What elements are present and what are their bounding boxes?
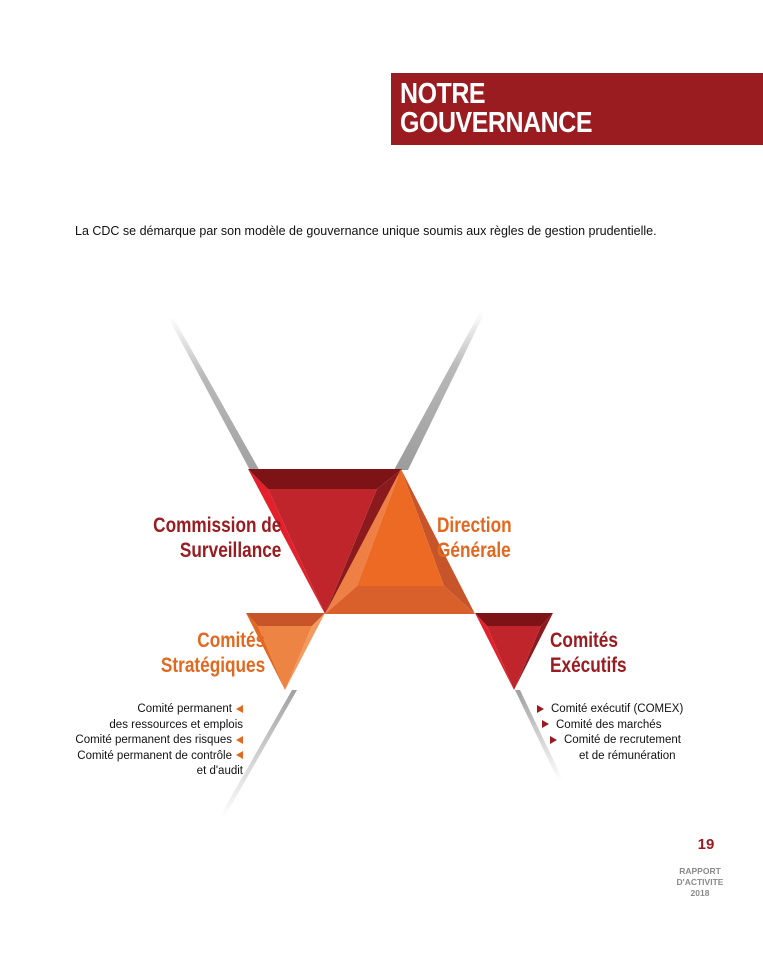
commission-label-line1: Commission de bbox=[152, 514, 281, 537]
comites-strategiques-label bbox=[161, 628, 265, 678]
direction-generale-label bbox=[437, 513, 512, 563]
list-item bbox=[75, 749, 243, 765]
gray-line-upper-right bbox=[394, 312, 485, 470]
report-label-line3: 2018 bbox=[690, 888, 710, 898]
executifs-label-line2: Exécutifs bbox=[550, 654, 627, 677]
list-item bbox=[533, 718, 683, 734]
report-label-line1: RAPPORT bbox=[679, 866, 721, 876]
list-item-text: Comité des marchés bbox=[556, 718, 662, 731]
gray-line-upper-left bbox=[168, 317, 270, 489]
direction-label-line1: Direction bbox=[437, 514, 512, 537]
list-item bbox=[533, 749, 683, 765]
list-item bbox=[75, 733, 243, 749]
strategiques-label-line1: Comités bbox=[197, 629, 265, 652]
report-label bbox=[670, 866, 730, 899]
triangle-left-icon bbox=[236, 751, 243, 759]
list-item bbox=[533, 702, 683, 718]
triangle-left-icon bbox=[236, 705, 243, 713]
strategiques-label-line2: Stratégiques bbox=[160, 654, 265, 677]
commission-surveillance-label bbox=[153, 513, 281, 563]
list-item bbox=[75, 718, 243, 734]
report-label-line2: D'ACTIVITE bbox=[676, 877, 724, 887]
page-number: 19 bbox=[697, 836, 715, 853]
triangle-left-icon bbox=[236, 736, 243, 744]
list-item-text: Comité permanent des risques bbox=[75, 734, 232, 746]
list-item-text: Comité permanent bbox=[137, 703, 232, 715]
direction-label-line2: Générale bbox=[437, 539, 511, 562]
executive-committee-list bbox=[533, 702, 683, 764]
intro-paragraph: La CDC se démarque par son modèle de gouvernance unique soumis aux règles de gestion prudentielle. bbox=[75, 224, 657, 238]
commission-label-line2: Surveillance bbox=[179, 539, 281, 562]
list-item-text: et de rémunération bbox=[579, 749, 676, 762]
triangle-right-icon bbox=[542, 720, 549, 728]
page-title-line1: NOTRE bbox=[400, 78, 486, 110]
list-item-text: Comité de recrutement bbox=[564, 734, 681, 746]
list-item bbox=[533, 733, 683, 749]
list-item-text: Comité permanent de contrôle bbox=[77, 749, 232, 762]
page-title-line2: GOUVERNANCE bbox=[400, 107, 593, 139]
list-item bbox=[75, 702, 243, 718]
executifs-label-line1: Comités bbox=[550, 629, 618, 652]
list-item-text: Comité exécutif (COMEX) bbox=[551, 703, 684, 715]
list-item-text: et d'audit bbox=[196, 765, 243, 777]
executifs-pyramid bbox=[475, 613, 553, 690]
list-item-text: des ressources et emplois bbox=[109, 718, 243, 731]
triangle-right-icon bbox=[537, 705, 544, 713]
triangle-right-icon bbox=[550, 736, 557, 744]
comites-executifs-label bbox=[550, 628, 627, 678]
list-item bbox=[75, 764, 243, 780]
strategic-committee-list bbox=[75, 702, 243, 780]
